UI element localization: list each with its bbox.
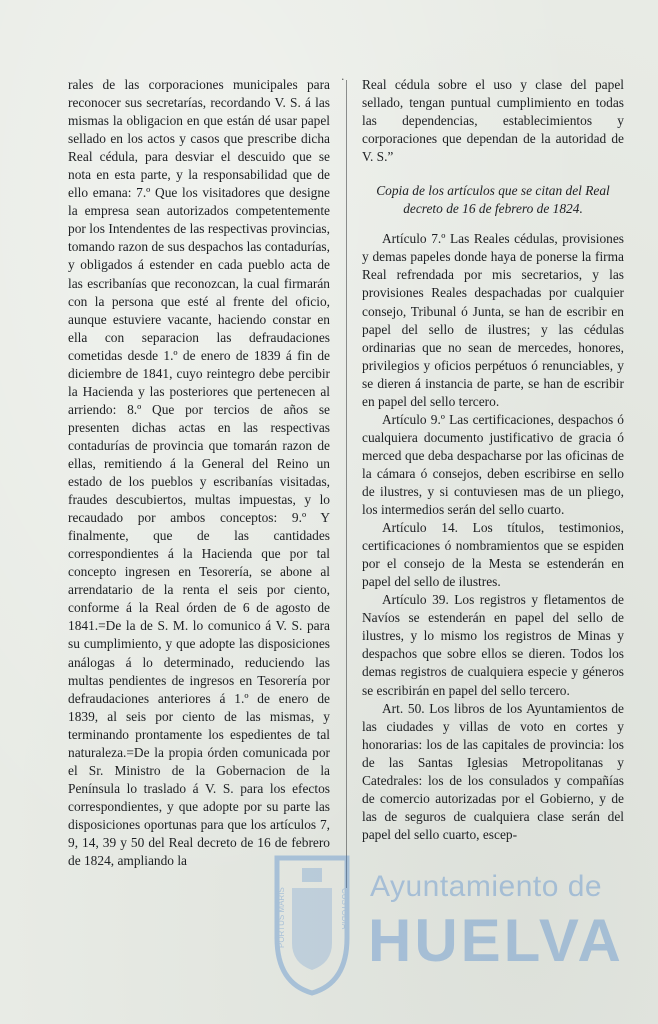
left-column [68, 76, 330, 870]
article-39: Artículo 39. Los registros y fletamentos de Navíos se estenderán en papel del sello de ilustres, y lo mismo los registros de Minas y despachos que sobre ellos se dieren. Todos los demas registros de cualquiera especie y géneros se escribirán en papel del sello tercero. [362, 592, 624, 698]
seal-left-text: PORTUS MARIS [277, 887, 286, 948]
article-50: Art. 50. Los libros de los Ayuntamientos de las ciudades y villas de voto en cortes y honorarias: los de las capitales de provincia: los de las Santas Iglesias Metropolitanas y Catedrales: los de los consulados y compañías de comercio autorizadas por el Gobierno, y de las de seguros de cualquiera clase serán del papel del sello cuarto, escep- [362, 700, 624, 842]
right-column [362, 76, 624, 844]
article-7: Artículo 7.º Las Reales cédulas, provisiones y demas papeles donde haya de ponerse la firma Real refrendada por mis secretarios, y las provisiones Reales despachadas por cualquier consejo, Tribunal ó Junta, se han de escribir en papel del sello de ilustres; y las cédulas ordinarias que no sean de mercedes, honores, privilegios y oficios perpétuos ó renunciables, y se dieren á instancia de parte, se han de escribir en papel del sello tercero. [362, 231, 624, 409]
article-14: Artículo 14. Los títulos, testimonios, certificaciones ó nombramientos que se espiden por el consejo de la Mesta se estenderán en papel del sello de ilustres. [362, 520, 624, 590]
left-column-text: rales de las corporaciones municipales para reconocer sus secretarías, recordando V. S. á las mismas la obligacion en que están dé usar papel sellado en los actos y casos que prescribe dicha Real cédula, para desviar el descuido que se nota en esta parte, y la responsabilidad que de ello emana: 7.º Que los visitadores que designe la empresa sean autorizados competentemente por los Intendentes de las respectivas provincias, tomando razon de sus despachos las contadurías, y obligados á estender en cada pueblo acta de las escribanías que reconozcan, la cual firmarán con la persona que esté al frente del oficio, aunque estuviere vacante, haciendo constar en ella con separacion las defraudaciones cometidas desde 1.º de enero de 1839 á fin de diciembre de 1841, cuyo reintegro debe percibir la Hacienda y las posteriores que pertenecen al arriendo: 8.º Que por tercios de años se presenten dichas actas en las respectivas contadurías de provincia que tomarán razon de ellas, remitiendo á la General del Reino un estado de los pueblos y escribanías visitadas, fraudes descubiertos, multas impuestas, y lo recaudado por ambos conceptos: 9.º Y finalmente, que de las cantidades correspondientes á la Hacienda que por tal concepto ingresen en Tesorería, se abone al arrendatario de la renta el seis por ciento, conforme á la Real órden de 6 de agosto de 1841.=De la de S. M. lo comunico á V. S. para su cumplimiento, y que adopte las disposiciones análogas á lo determinado, reduciendo las multas pendientes de ingresos en Tesorería por defraudaciones anteriores á 1.º de enero de 1839, al seis por ciento de las mismas, y terminando prontamente los espedientes de tal naturaleza.=De la propia órden comunicada por el Sr. Ministro de la Gobernacion de la Península lo traslado á V. S. para los efectos correspondientes, y que adopte por su parte las disposiciones oportunas para que los artículos 7, 9, 14, 39 y 50 del Real decreto de 16 de febrero de 1824, ampliando la [68, 77, 330, 869]
watermark-line-2: HUELVA [368, 907, 624, 974]
city-seal-icon [262, 848, 362, 998]
column-divider [346, 80, 347, 888]
articles-heading: Copia de los artículos que se citan del Real decreto de 16 de febrero de 1824. [376, 183, 610, 217]
right-column-intro: Real cédula sobre el uso y clase del papel sellado, tengan puntual cumplimiento en todas las dependencias, establecimientos y corporaciones que dependan de la autoridad de V. S.” [362, 77, 624, 165]
seal-right-text: CUSTODIA [340, 888, 349, 930]
watermark-line-1: Ayuntamiento de [370, 870, 603, 903]
print-mark: . [341, 70, 345, 83]
article-9: Artículo 9.º Las certificaciones, despachos ó cualquiera documento justificativo de gracia ó merced que deba despacharse por las oficinas de la cámara ó consejos, deben escribirse en sello de ilustres, y si contuviesen mas de un pliego, los intermedios serán del sello cuarto. [362, 411, 624, 518]
archive-watermark [262, 848, 642, 1008]
